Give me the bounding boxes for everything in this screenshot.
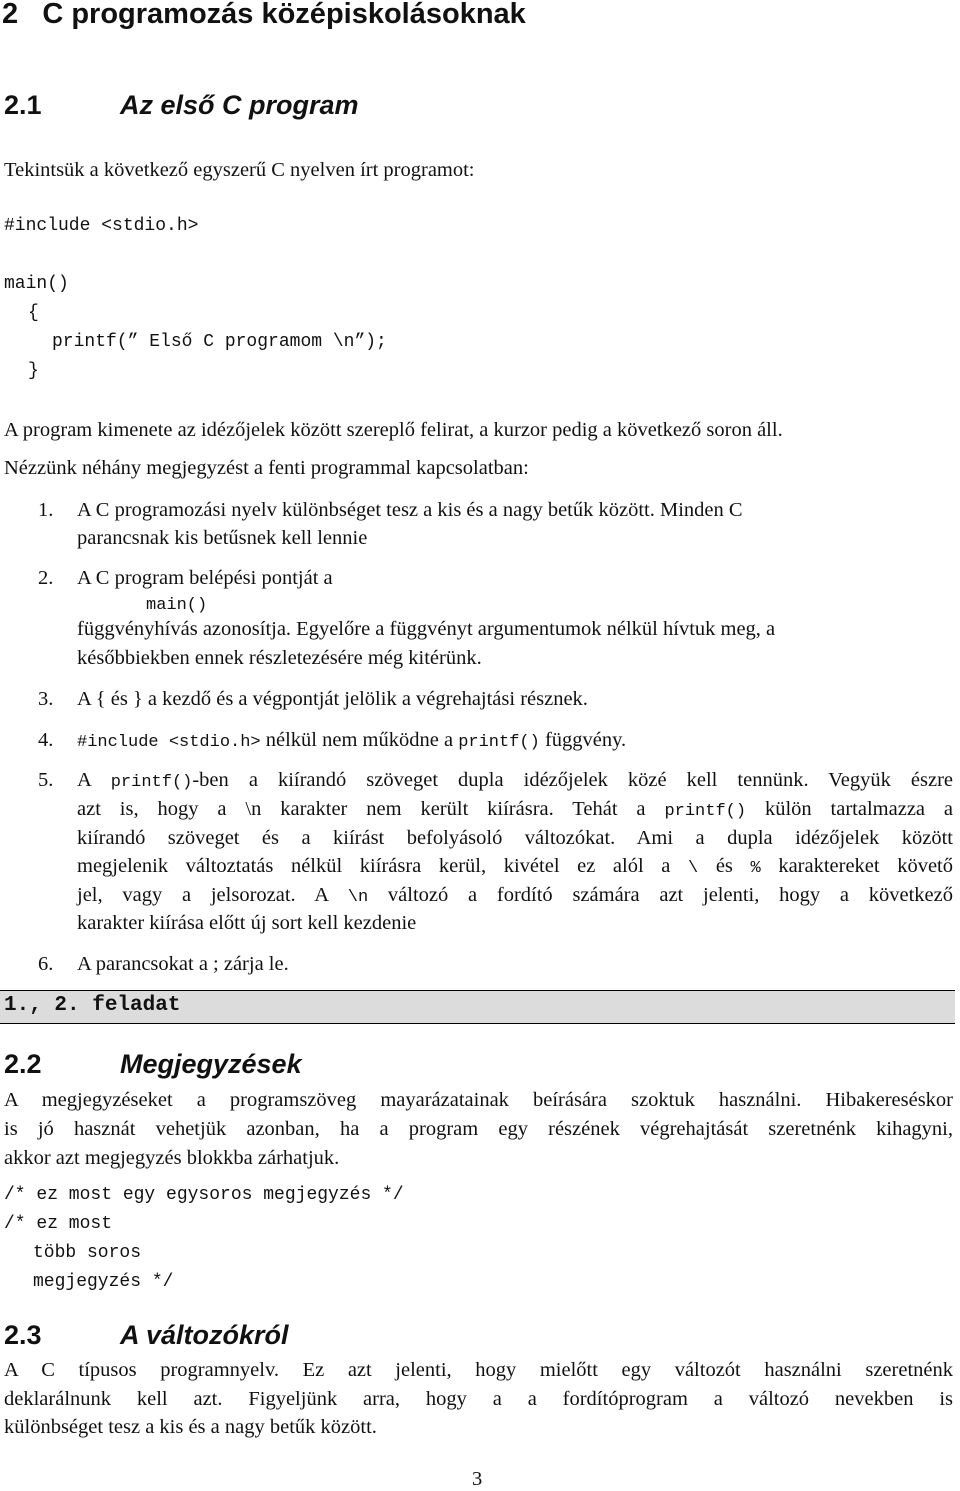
section-number: 2.1: [4, 90, 42, 120]
list-number: 6.: [38, 953, 54, 975]
text-run: függvény.: [544, 729, 627, 751]
code-line: megjegyzés */: [33, 1272, 174, 1292]
list-item-text: A C program belépési pontját a: [77, 567, 333, 589]
paragraph: különbséget tesz a kis és a nagy betűk között.: [4, 1416, 377, 1438]
list-item-text: parancsnak kis betűsnek kell lennie: [77, 527, 368, 549]
list-item-text: A { és } a kezdő és a végpontját jelölik a végrehajtási résznek.: [77, 688, 588, 710]
list-item-text: [77, 855, 953, 878]
chapter-heading: [2, 0, 526, 31]
list-item-text: karakter kiírása előtt új sort kell kezdenie: [77, 912, 417, 934]
code-line: {: [28, 303, 39, 323]
chapter-number: 2: [2, 0, 19, 30]
chapter-title: C programozás középiskolásoknak: [42, 0, 526, 30]
section-number: 2.2: [4, 1049, 42, 1079]
paragraph: A program kimenete az idézőjelek között szereplő felirat, a kurzor pedig a következő soron áll.: [4, 419, 783, 441]
section-title: Az első C program: [120, 90, 359, 120]
list-number: 3.: [38, 688, 54, 710]
list-item-text: kiírandó szöveget és a kiírást befolyásoló változókat. Ami a dupla idézőjelek között: [77, 827, 953, 849]
intro-text: Tekintsük a következő egyszerű C nyelven írt programot:: [4, 159, 475, 181]
paragraph: Nézzünk néhány megjegyzést a fenti programmal kapcsolatban:: [4, 457, 529, 479]
text-run: azt is, hogy a \n karakter nem került kiírásra. Tehát a: [77, 798, 646, 820]
list-item-text: [77, 798, 953, 821]
list-item-text: A C programozási nyelv különbséget tesz a kis és a nagy betűk között. Minden C: [77, 499, 743, 521]
list-item-text: [77, 884, 953, 907]
text-run: külön tartalmazza a: [764, 798, 954, 820]
list-item-text: [77, 729, 626, 752]
list-number: 5.: [38, 769, 54, 791]
inline-code: main(): [146, 596, 208, 615]
code-line: /* ez most egy egysoros megjegyzés */: [4, 1185, 404, 1205]
text-run: A: [77, 769, 91, 791]
page-number: 3: [472, 1468, 483, 1490]
inline-code: printf(): [458, 733, 540, 752]
text-run: karaktereket követő: [778, 855, 954, 877]
paragraph: is jó hasznát vehetjük azonban, ha a program egy részének végrehajtását szeretnénk kihagyni,: [4, 1118, 953, 1140]
code-line: }: [28, 361, 39, 381]
text-run: -ben a kiírandó szöveget dupla idézőjelek közé kell tennünk. Vegyük észre: [192, 769, 954, 791]
inline-code: \n: [347, 888, 369, 907]
code-line: #include <stdio.h>: [4, 216, 199, 236]
paragraph: deklarálnunk kell azt. Figyeljünk arra, hogy a a fordítóprogram a változó nevekben is: [4, 1388, 953, 1410]
section-heading-2-1: [4, 90, 359, 121]
inline-code: %: [750, 859, 761, 878]
inline-code: \: [688, 859, 699, 878]
text-run: megjelenik változtatás nélkül kiírásra kerül, kivétel ez alól a: [77, 855, 671, 877]
paragraph: A megjegyzéseket a programszöveg mayarázatainak beírására szoktuk használni. Hibakereséskor: [4, 1089, 953, 1111]
list-item-text: függvényhívás azonosítja. Egyelőre a függvényt argumentumok nélkül hívtuk meg, a: [77, 618, 776, 640]
paragraph: akkor azt megjegyzés blokkba zárhatjuk.: [4, 1147, 340, 1169]
text-run: változó a fordító számára azt jelenti, hogy a következő: [387, 884, 954, 906]
text-run: nélkül nem működne a: [265, 729, 454, 751]
code-line: main(): [4, 274, 69, 294]
exercise-bar: [0, 990, 955, 1024]
code-line: több soros: [33, 1243, 142, 1263]
list-item-text: későbbiekben ennek részletezésére még kitérünk.: [77, 647, 482, 669]
inline-code: printf(): [664, 802, 747, 821]
list-number: 2.: [38, 567, 54, 589]
section-title: A változókról: [120, 1320, 289, 1350]
paragraph: A C típusos programnyelv. Ez azt jelenti, hogy mielőtt egy változót használni szeretnénk: [4, 1359, 953, 1381]
section-title: Megjegyzések: [120, 1049, 302, 1079]
list-number: 1.: [38, 499, 54, 521]
text-run: és: [715, 855, 733, 877]
section-heading-2-3: [4, 1320, 289, 1351]
code-line: printf(” Első C programom \n”);: [52, 332, 387, 352]
list-number: 4.: [38, 729, 54, 751]
text-run: jel, vagy a jelsorozat. A: [77, 884, 328, 906]
inline-code: #include <stdio.h>: [77, 733, 261, 752]
list-item-text: A parancsokat a ; zárja le.: [77, 953, 289, 975]
code-line: /* ez most: [4, 1214, 113, 1234]
inline-code: printf(): [110, 773, 193, 792]
section-number: 2.3: [4, 1320, 42, 1350]
section-heading-2-2: [4, 1049, 302, 1080]
list-item-text: [77, 769, 953, 792]
exercise-label: 1., 2. feladat: [4, 994, 181, 1017]
